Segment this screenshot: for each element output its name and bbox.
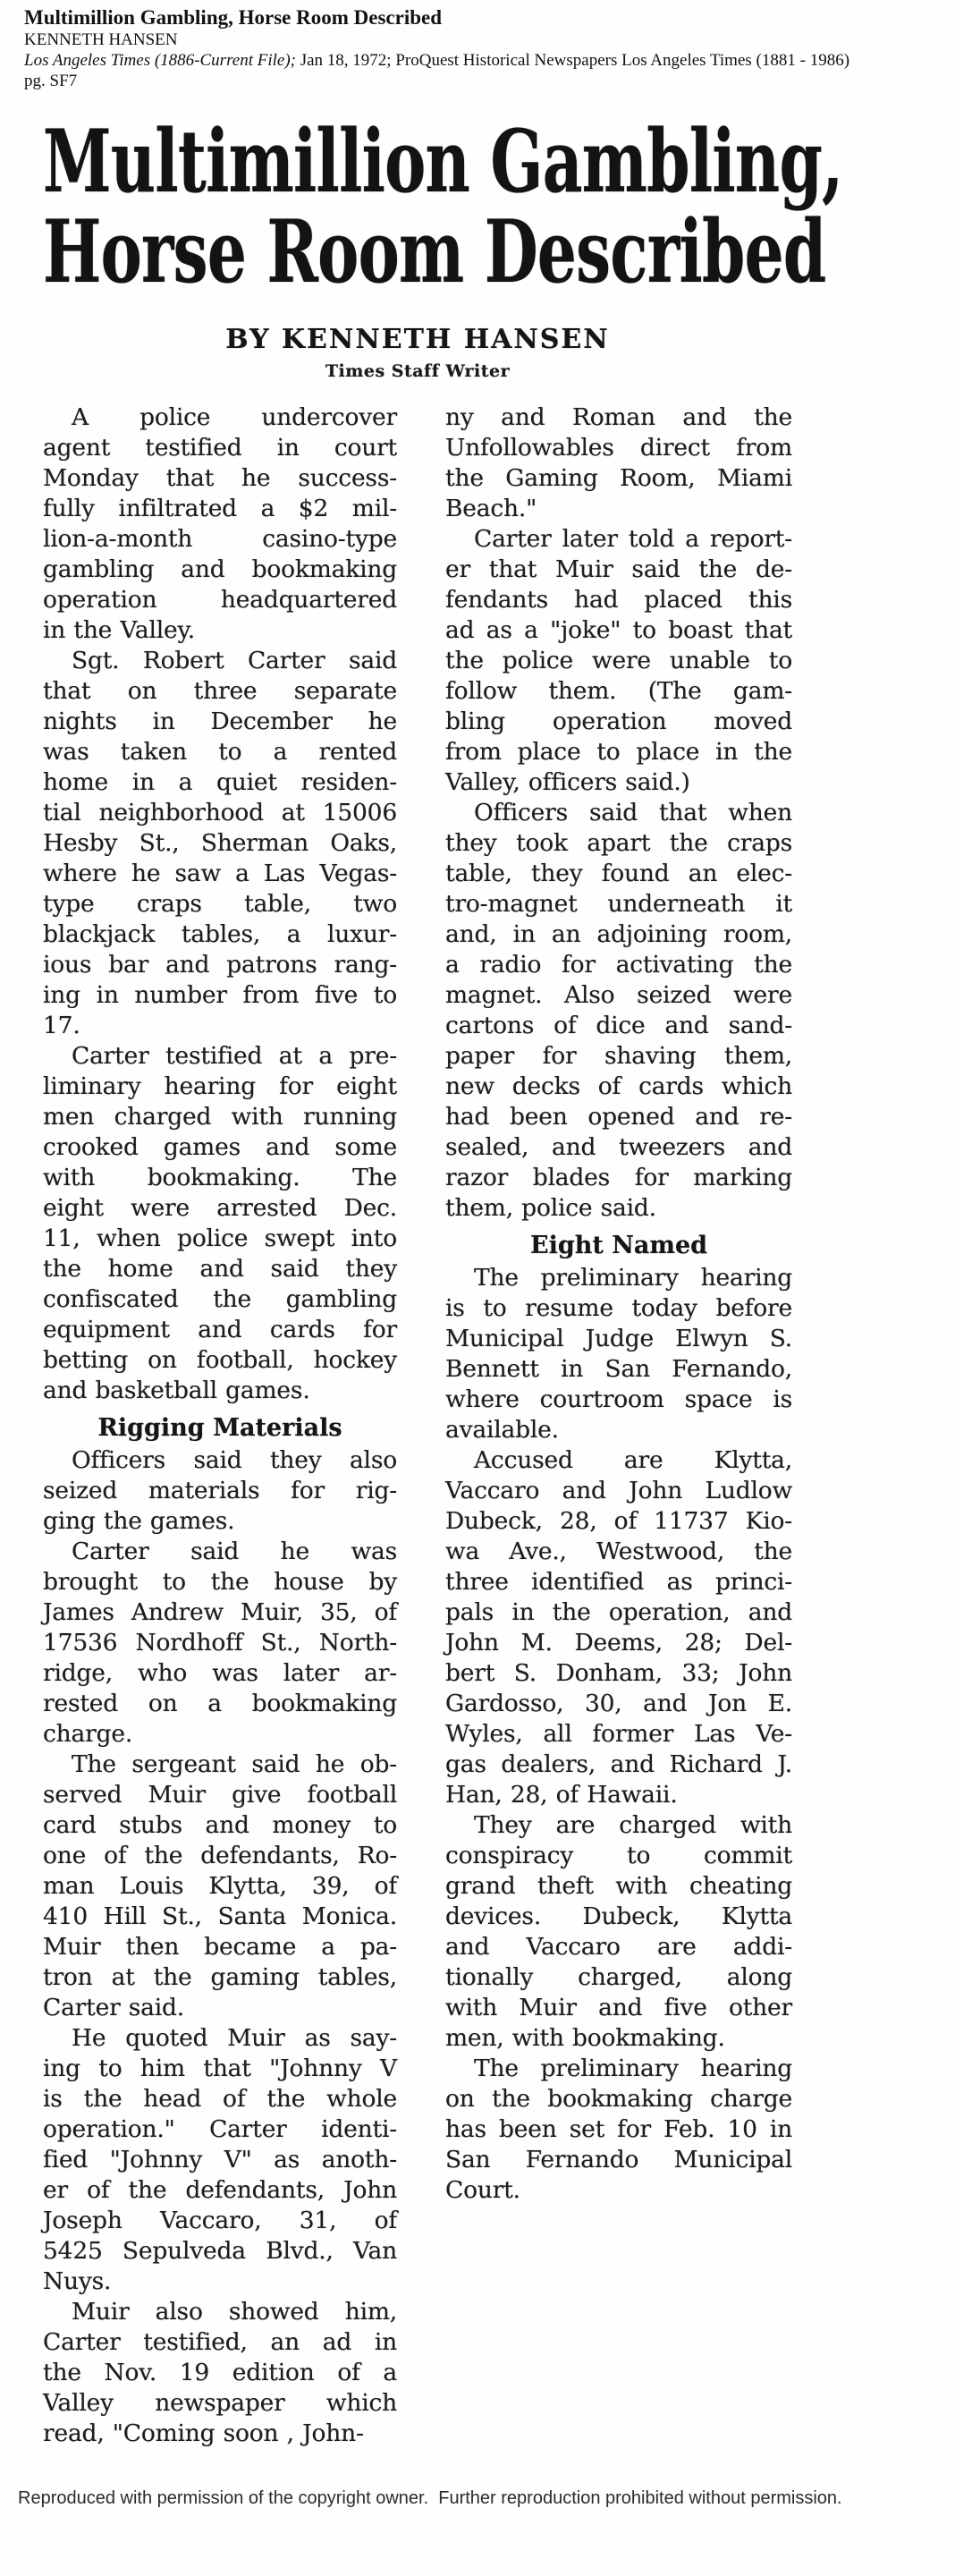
article-line: in the Valley. [43, 616, 196, 644]
article-line: He quoted Muir as say- [72, 2024, 397, 2052]
article-paragraph [43, 1041, 397, 1406]
citation-title: Multimillion Gambling, Horse Room Described [24, 6, 443, 29]
article-line: razor blades for marking [445, 1164, 792, 1191]
article-line: operation headquartered [43, 586, 397, 614]
citation-source-details: Jan 18, 1972; ProQuest Historical Newspapers Los Angeles Times (1881 - 1986) [295, 51, 850, 70]
article-line: was taken to a rented [43, 738, 397, 766]
article-line: Municipal Judge Elwyn S. [445, 1325, 792, 1352]
article-line: Bennett in San Fernando, [445, 1355, 792, 1383]
article-line: available. [445, 1416, 559, 1444]
article-headline [43, 111, 955, 302]
article-line: John M. Deems, 28; Del- [445, 1629, 792, 1657]
article-line: Carter later told a report- [474, 525, 792, 553]
article-line: eight were arrested Dec. [43, 1194, 397, 1222]
citation-source-publication: Los Angeles Times (1886-Current File); [24, 51, 296, 70]
article-paragraph [445, 2054, 792, 2206]
article-line: ing in number from five to [43, 981, 397, 1009]
article-line: Beach." [445, 495, 537, 522]
article-line: Joseph Vaccaro, 31, of [43, 2207, 397, 2234]
article-line: fully infiltrated a $2 mil- [43, 495, 397, 522]
article-line: men charged with running [43, 1103, 397, 1131]
article-line: Gardosso, 30, and Jon E. [445, 1690, 792, 1717]
article-line: with bookmaking. The [43, 1164, 397, 1191]
article-line: confiscated the gambling [43, 1285, 397, 1313]
article-line: the Gaming Room, Miami [445, 464, 792, 492]
article-line: Valley newspaper which [43, 2389, 397, 2417]
article-line: that on three separate [43, 677, 397, 705]
article-paragraph [445, 1263, 792, 1445]
article-line: is to resume today before [445, 1294, 792, 1322]
article-line: has been set for Feb. 10 in [445, 2115, 792, 2143]
article-line: Dubeck, 28, of 11737 Kio- [445, 1507, 792, 1535]
article-line: is the head of the whole [43, 2085, 397, 2113]
article-line: Nuys. [43, 2267, 112, 2295]
article-line: a radio for activating the [445, 951, 792, 979]
article-line: charge. [43, 1720, 133, 1748]
article-line: The preliminary hearing [474, 1264, 792, 1292]
article-line: Wyles, all former Las Ve- [445, 1720, 792, 1748]
article-line: Unfollowables direct from [445, 434, 792, 462]
article-line: James Andrew Muir, 35, of [43, 1598, 397, 1626]
article-line: from place to place in the [445, 738, 792, 766]
article-column-right [445, 402, 792, 2449]
citation-source [24, 50, 955, 71]
article-line: where he saw a Las Vegas- [43, 860, 397, 887]
article-body [43, 402, 792, 2449]
article-line: ing to him that "Johnny V [43, 2055, 397, 2082]
article-line: follow them. (The gam- [445, 677, 792, 705]
article-line: card stubs and money to [43, 1811, 397, 1839]
article-line: type craps table, two [43, 890, 397, 918]
article-line: sealed, and tweezers and [445, 1133, 792, 1161]
article-line: Carter said. [43, 1994, 185, 2021]
article-line: three identified as princi- [445, 1568, 792, 1596]
article-line: equipment and cards for [43, 1316, 397, 1343]
article-line: brought to the house by [43, 1568, 397, 1596]
article-line: betting on football, hockey [43, 1346, 397, 1374]
article-line: 5425 Sepulveda Blvd., Van [43, 2237, 397, 2265]
article-line: tionally charged, along [445, 1963, 792, 1991]
article-line: fendants had placed this [445, 586, 792, 614]
article-line: gambling and bookmaking [43, 555, 397, 583]
article-line: Monday that he success- [43, 464, 397, 492]
article-line: The preliminary hearing [474, 2055, 792, 2082]
article-line: seized materials for rig- [43, 1477, 397, 1504]
article-line: bert S. Donham, 33; John [445, 1659, 792, 1687]
article-line: the home and said they [43, 1255, 397, 1283]
article-line: rested on a bookmaking [43, 1690, 397, 1717]
article-line: 11, when police swept into [43, 1224, 397, 1252]
article-line: Court. [445, 2176, 520, 2204]
article-line: Valley, officers said.) [445, 768, 690, 796]
article-line: bling operation moved [445, 708, 792, 735]
article-paragraph [445, 1810, 792, 2054]
article-line: one of the defendants, Ro- [43, 1842, 397, 1869]
article-paragraph [43, 646, 397, 1041]
section-heading: Rigging Materials [97, 1414, 342, 1442]
article-line: tro-magnet underneath it [445, 890, 792, 918]
article-paragraph [43, 1537, 397, 1750]
article-line: man Louis Klytta, 39, of [43, 1872, 397, 1900]
copyright-footer: Reproduced with permission of the copyright owner. Further reproduction prohibited without permission. [18, 2488, 842, 2508]
article-line: home in a quiet residen- [43, 768, 397, 796]
article-line: nights in December he [43, 708, 397, 735]
article-line: ad as a "joke" to boast that [445, 616, 792, 644]
article-line: gas dealers, and Richard J. [445, 1750, 792, 1778]
article-paragraph [43, 402, 397, 646]
citation-author: KENNETH HANSEN [24, 30, 178, 49]
article-column-left [43, 402, 397, 2449]
article-line: with Muir and five other [445, 1994, 792, 2021]
article-line: blackjack tables, a luxur- [43, 920, 397, 948]
article-line: Carter testified, an ad in [43, 2328, 397, 2356]
article-line: Accused are Klytta, [474, 1446, 792, 1474]
article-line: ridge, who was later ar- [43, 1659, 397, 1687]
article-line: grand theft with cheating [445, 1872, 792, 1900]
article-line: conspiracy to commit [445, 1842, 792, 1869]
article-paragraph [445, 1445, 792, 1810]
article-line: Han, 28, of Hawaii. [445, 1781, 678, 1809]
article-line: they took apart the craps [445, 829, 792, 857]
article-line: Muir then became a pa- [43, 1933, 397, 1961]
article-line: Hesby St., Sherman Oaks, [43, 829, 397, 857]
citation-page-number: pg. SF7 [24, 72, 78, 90]
article-line: table, they found an elec- [445, 860, 792, 887]
article-line: The sergeant said he ob- [72, 1750, 397, 1778]
article-line: and basketball games. [43, 1377, 310, 1404]
article-line: tial neighborhood at 15006 [43, 799, 397, 826]
article-line: and Vaccaro are addi- [445, 1933, 792, 1961]
article-line: wa Ave., Westwood, the [445, 1538, 792, 1565]
article-line: Vaccaro and John Ludlow [445, 1477, 792, 1504]
article-paragraph [445, 798, 792, 1224]
article-line: ious bar and patrons rang- [43, 951, 397, 979]
article-line: magnet. Also seized were [445, 981, 792, 1009]
article-paragraph [43, 2297, 397, 2449]
article-line: Muir also showed him, [72, 2298, 397, 2326]
byline-role: Times Staff Writer [325, 361, 511, 381]
article-line: cartons of dice and sand- [445, 1012, 792, 1039]
article-line: and, in an adjoining room, [445, 920, 792, 948]
article-line: the Nov. 19 edition of a [43, 2359, 397, 2386]
article-line: paper for shaving them, [445, 1042, 792, 1070]
article-paragraph [445, 524, 792, 798]
article-line: pals in the operation, and [445, 1598, 792, 1626]
article-line: agent testified in court [43, 434, 397, 462]
article-line: had been opened and re- [445, 1103, 792, 1131]
headline-line-2: Horse Room Described [43, 201, 826, 302]
article-paragraph [43, 1750, 397, 2023]
article-line: Sgt. Robert Carter said [72, 647, 397, 674]
article-line: ny and Roman and the [445, 403, 792, 431]
article-paragraph [43, 2023, 397, 2297]
article-line: on the bookmaking charge [445, 2085, 792, 2113]
article-line: They are charged with [474, 1811, 792, 1839]
article-line: read, "Coming soon , John- [43, 2419, 364, 2447]
article-line: tron at the gaming tables, [43, 1963, 397, 1991]
article-line: Officers said they also [72, 1446, 397, 1474]
section-heading: Eight Named [529, 1232, 708, 1259]
article-line: 17536 Nordhoff St., North- [43, 1629, 397, 1657]
article-line: ging the games. [43, 1507, 235, 1535]
article-paragraph [43, 1445, 397, 1537]
article-line: Carter testified at a pre- [72, 1042, 397, 1070]
article-line: lion-a-month casino-type [43, 525, 397, 553]
article-line: liminary hearing for eight [43, 1072, 397, 1100]
article-line: crooked games and some [43, 1133, 397, 1161]
article-line: 17. [43, 1012, 80, 1039]
article-line: Carter said he was [72, 1538, 397, 1565]
citation-header [24, 5, 955, 91]
article-line: men, with bookmaking. [445, 2024, 725, 2052]
article-line: er that Muir said the de- [445, 555, 792, 583]
article-line: er of the defendants, John [43, 2176, 397, 2204]
article-line: Officers said that when [474, 799, 792, 826]
article-line: where courtroom space is [445, 1385, 792, 1413]
byline: BY KENNETH HANSEN [225, 324, 610, 355]
article-line: fied "Johnny V" as anoth- [43, 2146, 397, 2174]
article-paragraph [445, 402, 792, 524]
article-line: A police undercover [72, 403, 397, 431]
headline-line-1: Multimillion Gambling, [43, 111, 843, 212]
article-line: new decks of cards which [445, 1072, 792, 1100]
article-line: San Fernando Municipal [445, 2146, 792, 2174]
article-line: operation." Carter identi- [43, 2115, 397, 2143]
article-line: the police were unable to [445, 647, 792, 674]
article-line: 410 Hill St., Santa Monica. [43, 1902, 397, 1930]
article-line: them, police said. [445, 1194, 656, 1222]
article-line: devices. Dubeck, Klytta [445, 1902, 792, 1930]
article-line: served Muir give football [43, 1781, 397, 1809]
